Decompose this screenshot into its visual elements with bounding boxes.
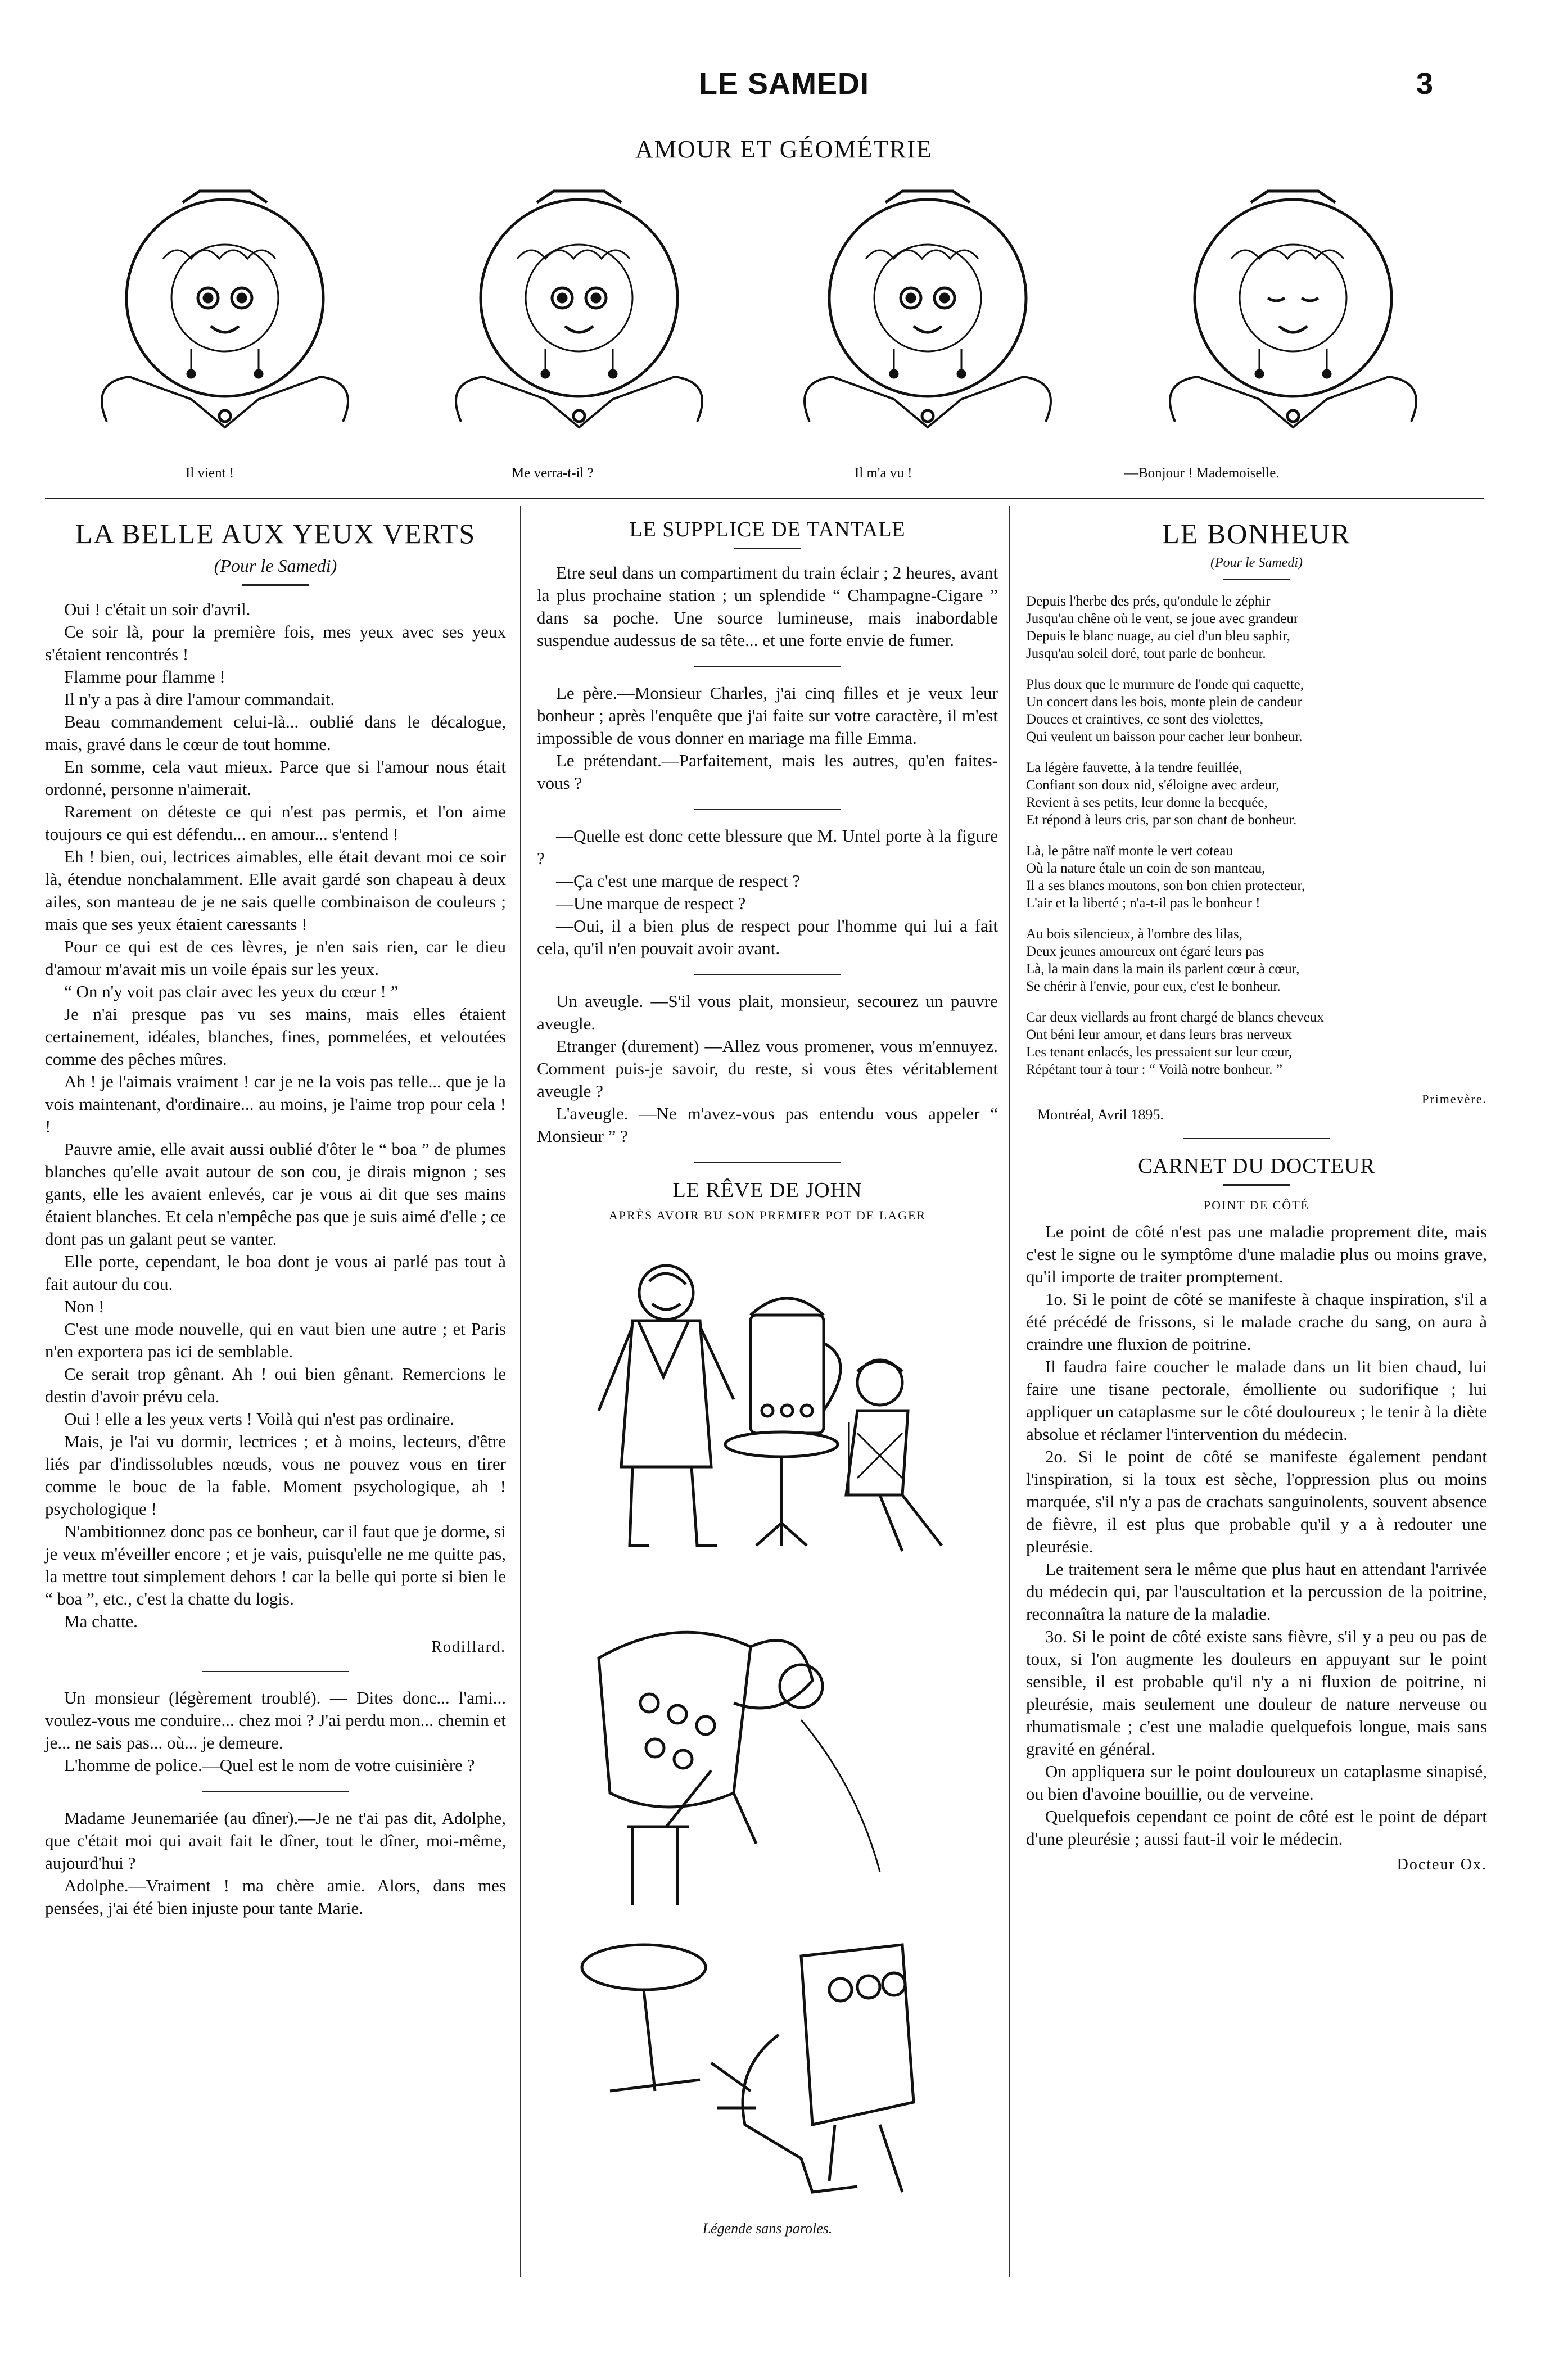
rule [694,809,841,810]
poem-line: Un concert dans les bois, monte plein de candeur [1026,694,1302,710]
paragraph: Rarement on déteste ce qui n'est pas permis, et l'on aime toujours ce qui est défendu... en amour... s'entend ! [45,802,506,844]
carnet-title: CARNET DU DOCTEUR [1138,1154,1375,1178]
column-separator-2 [1009,506,1010,2277]
joke-paragraph: Madame Jeunemariée (au dîner).—Je ne t'ai pas dit, Adolphe, que c'était moi qui avait fait le dîner, tout le dîner, moi-même, aujourd'hui ? [45,1808,506,1873]
comic-strip [84,180,1490,472]
poem-line: Douces et craintives, ce sont des violettes, [1026,712,1264,727]
tantale-paragraph: —Ça c'est une marque de respect ? [556,871,801,891]
comic-face-3 [805,191,1051,427]
poem-line: Là, la main dans la main ils parlent cœur à cœur, [1026,961,1300,977]
comic-face-4 [1170,191,1416,427]
john-caption: Légende sans paroles. [702,2220,833,2237]
paragraph: Pour ce qui est de ces lèvres, je n'en sais rien, car le dieu d'amour m'avait mis un voile épais sur les yeux. [45,937,506,979]
carnet-body [1026,1221,1487,1850]
tantale-paragraph: Le prétendant.—Parfaitement, mais les autres, qu'en faites-vous ? [537,751,998,793]
poem-line: Plus doux que le murmure de l'onde qui caquette, [1026,677,1304,692]
rule [694,1162,841,1163]
poem-line: Et répond à leurs cris, par son chant de bonheur. [1026,812,1297,828]
caption-2: Me verra-t-il ? [512,466,594,481]
paragraph: Il faudra faire coucher le malade dans un lit bien chaud, lui faire une tisane pectorale, émolliente ou sudorifique ; lui appliquer un cataplasme sur le côté douloureux ; le tenir à la diète absolue et réclamer l'intervention du médecin. [1026,1357,1487,1444]
column-1 [45,517,506,1919]
poem-line: Qui veulent un baisson pour cacher leur bonheur. [1026,729,1303,744]
poem-line: La légère fauvette, à la tendre feuillée, [1026,760,1242,775]
caption-4: —Bonjour ! Mademoiselle. [1124,466,1280,481]
rule [694,974,841,975]
john-subtitle: APRÈS AVOIR BU SON PREMIER POT DE LAGER [608,1208,927,1222]
belle-body [45,598,506,1633]
paragraph: Oui ! elle a les yeux verts ! Voilà qui n'est pas ordinaire. [64,1409,455,1429]
carnet-subtitle: POINT DE CÔTÉ [1203,1198,1310,1212]
tantale-paragraph: L'aveugle. —Ne m'avez-vous pas entendu vous appeler “ Monsieur ” ? [537,1104,998,1146]
poem-line: Là, le pâtre naïf monte le vert coteau [1026,843,1233,859]
paragraph: Eh ! bien, oui, lectrices aimables, elle était devant moi ce soir là, étendue nonchalamment. Elle avait gardé son chapeau à deux ailes, son manteau de je ne sais quelle combinaison de couleurs ; mais que ses yeux étaient caressants ! [45,847,506,934]
paragraph: Quelquefois cependant ce point de côté est le point de départ d'une pleurésie ; aussi faut-il voir le médecin. [1026,1806,1487,1849]
paragraph: Le traitement sera le même que plus haut en attendant l'arrivée du médecin qui, par l'auscultation et la percussion de la poitrine, reconnaîtra la nature de la maladie. [1026,1559,1487,1624]
poem-line: Où la nature étale un coin de son manteau, [1026,861,1266,876]
paragraph: Flamme pour flamme ! [64,667,225,686]
poem-line: Depuis le blanc nuage, au ciel d'un bleu saphir, [1026,629,1291,644]
paragraph: Oui ! c'était un soir d'avril. [64,599,251,619]
poem-stanza [1026,842,1487,912]
poem-line: Car deux viellards au front chargé de blancs cheveux [1026,1010,1324,1025]
poem-line: Les tenant enlacés, les pressaient sur leur cœur, [1026,1045,1293,1060]
comic-strip-title: AMOUR ET GÉOMÉTRIE [635,135,933,163]
poem-line: Confiant son doux nid, s'éloigne avec ardeur, [1026,778,1280,793]
paragraph: Ce soir là, pour la première fois, mes yeux avec ses yeux s'étaient rencontrés ! [45,622,506,664]
poem-line: Jusqu'au chêne où le vent, se joue avec grandeur [1026,611,1299,626]
poem-line: Se chérir à l'envie, pour eux, c'est le bonheur. [1026,979,1281,994]
tantale-paragraph: Etranger (durement) —Allez vous promener, vous m'ennuyez. Comment puis-je savoir, du reste, si vous êtes véritablement aveugle ? [537,1036,998,1101]
poem-stanza [1026,676,1487,746]
tantale-paragraph: —Oui, il a bien plus de respect pour l'homme qui lui a fait cela, qu'il n'en pouvait avoir avant. [537,916,998,958]
rule [202,1671,349,1672]
bonheur-poem [1026,593,1487,1078]
paragraph: Il n'y a pas à dire l'amour commandait. [64,689,335,709]
paragraph: N'ambitionnez donc pas ce bonheur, car il faut que je dorme, si je veux m'éveiller encore ; et je vais, puisqu'elle ne me quitte pas, la mettre tout simplement dehors ! car la belle qui porte si bien le “ boa ”, etc., c'est la chatte du logis. [45,1521,506,1609]
bonheur-place-date: Montréal, Avril 1895. [1037,1106,1164,1123]
rule [1223,1184,1290,1186]
paragraph: C'est une mode nouvelle, qui en vaut bien une autre ; et Paris n'en exportera pas ici de semblable. [45,1319,506,1361]
paragraph: 3o. Si le point de côté existe sans fièvre, s'il y a peu ou pas de toux, si l'on augmente les douleurs en appuyant sur le point sensible, il est probable qu'il n'y a ni fluxion de poitrine, ni pleurésie, mais seulement une douleur de nature nerveuse ou rhumatismale ; c'est une maladie quelquefois longue, mais sans gravité en général. [1026,1627,1487,1759]
comic-face-1 [102,191,348,427]
tantale-paragraph: Un aveugle. —S'il vous plait, monsieur, secourez un pauvre aveugle. [537,991,998,1033]
paragraph: Ce serait trop gênant. Ah ! oui bien gênant. Remercions le destin d'avoir prévu cela. [45,1364,506,1406]
poem-line: Deux jeunes amoureux ont égaré leurs pas [1026,944,1264,959]
tantale-paragraph: Le père.—Monsieur Charles, j'ai cinq filles et je veux leur bonheur ; après l'enquête que j'ai faite sur votre caractère, il m'est impossible de vous donner en mariage ma fille Emma. [537,683,998,748]
john-title: LE RÊVE DE JOHN [672,1178,862,1202]
caption-1: Il vient ! [186,466,234,481]
newspaper-title: LE SAMEDI [698,67,870,101]
comic-face-2 [456,191,702,427]
bonheur-subtitle: (Pour le Samedi) [1210,555,1303,570]
poem-line: Il a ses blancs moutons, son bon chien protecteur, [1026,878,1305,893]
poem-line: L'air et la liberté ; n'a-t-il pas le bonheur ! [1026,896,1260,911]
paragraph: Pauvre amie, elle avait aussi oublié d'ôter le “ boa ” de plumes blanches qu'elle avait autour de son cou, je dirais mignon ; ses gants, elle les avaient enlevés, car je vous ai dit que ses mains étaient blanches. Et cela n'empêche pas que je suis aimé d'elle ; ce dont pas un galant peut se vanter. [45,1139,506,1249]
tantale-title: LE SUPPLICE DE TANTALE [629,518,906,541]
tantale-paragraph: Etre seul dans un compartiment du train éclair ; 2 heures, avant la plus prochaine station ; un splendide “ Champagne-Cigare ” dans sa poche. Une source lumineuse, mais inabordable suspendue audessus de sa tête... et une forte envie de fumer. [537,563,998,650]
poem-line: Revient à ses petits, leur donne la becquée, [1026,795,1268,810]
paragraph: Je n'ai presque pas vu ses mains, mais elles étaient certainement, idéales, blanches, fines, pommelées, et veloutées comme des pêches mûres. [45,1004,506,1069]
paragraph: Non ! [64,1297,105,1316]
paragraph: “ On n'y voit pas clair avec les yeux du cœur ! ” [64,982,399,1001]
paragraph: Beau commandement celui-là... oublié dans le décalogue, mais, gravé dans le cœur de tout homme. [45,712,506,754]
bonheur-signature: Primevère. [1422,1092,1487,1106]
rule [694,666,841,667]
paragraph: 2o. Si le point de côté se manifeste également pendant l'inspiration, si la toux est sèche, l'oppression plus ou moins marquée, s'il n'y a pas de crachats sanguinolents, souvent absence de fièvre, il est plus que probable qu'il y a à redouter une pleurésie. [1026,1447,1487,1556]
column-separator-1 [520,506,521,2277]
joke-paragraph: Adolphe.—Vraiment ! ma chère amie. Alors, dans mes pensées, j'ai été bien injuste pour tante Marie. [45,1876,506,1918]
tantale-paragraph: —Quelle est donc cette blessure que M. Untel porte à la figure ? [537,826,998,868]
poem-line: Répétant tour à tour : “ Voilà notre bonheur. ” [1026,1062,1282,1077]
strip-rule [45,498,1484,499]
paragraph: En somme, cela vaut mieux. Parce que si l'amour nous était ordonné, personne n'aimerait. [45,757,506,799]
column-2 [537,517,998,2237]
poem-stanza [1026,925,1487,995]
john-illustration [565,1231,970,2215]
paragraph: Elle porte, cependant, le boa dont je vous ai parlé pas tout à fait autour du cou. [45,1252,506,1294]
bonheur-title: LE BONHEUR [1162,518,1351,549]
joke-paragraph: L'homme de police.—Quel est le nom de votre cuisinière ? [64,1755,475,1775]
paragraph: Ah ! je l'aimais vraiment ! car je ne la vois pas telle... que je la vois maintenant, d'ordinaire... au moins, je l'aime trop pour cela ! ! [45,1072,506,1136]
poem-line: Au bois silencieux, à l'ombre des lilas, [1026,927,1242,942]
tantale-paragraph: —Une marque de respect ? [556,893,746,913]
rule [242,584,309,586]
carnet-signature: Docteur Ox. [1397,1856,1487,1873]
rule [734,548,801,549]
rule [1223,579,1290,580]
column-3 [1026,517,1487,1874]
paragraph: On appliquera sur le point douloureux un cataplasme sinapisé, ou bien d'avoine bouillie, ou de verveine. [1026,1761,1487,1804]
rule [202,1791,349,1792]
belle-subtitle: (Pour le Samedi) [214,555,337,576]
belle-title: LA BELLE AUX YEUX VERTS [75,518,476,549]
rule [1183,1138,1330,1139]
poem-stanza [1026,759,1487,829]
poem-stanza [1026,593,1487,662]
page-number: 3 [1416,67,1433,101]
poem-line: Jusqu'au soleil doré, tout parle de bonheur. [1026,646,1266,661]
paragraph: Ma chatte. [64,1611,138,1631]
poem-stanza [1026,1009,1487,1078]
paragraph: Le point de côté n'est pas une maladie proprement dite, mais c'est le signe ou le symptôme d'une maladie plus ou moins grave, qu'il importe de traiter promptement. [1026,1222,1487,1286]
poem-line: Ont béni leur amour, et dans leurs bras nerveux [1026,1027,1293,1042]
paragraph: Mais, je l'ai vu dormir, lectrices ; et à moins, lecteurs, d'être liés par d'indissolubles nœuds, vous ne pouvez vous en tirer comme le bouc de la fable. Moment psychologique, ah ! psychologique ! [45,1431,506,1519]
caption-3: Il m'a vu ! [855,466,912,481]
paragraph: 1o. Si le point de côté se manifeste à chaque inspiration, s'il a été précédé de frissons, si le malade crache du sang, on aura à craindre une fluxion de poitrine. [1026,1289,1487,1354]
belle-signature: Rodillard. [431,1638,506,1656]
poem-line: Depuis l'herbe des prés, qu'ondule le zéphir [1026,594,1271,609]
joke-paragraph: Un monsieur (légèrement troublé). — Dites donc... l'ami... voulez-vous me conduire... chez moi ? J'ai perdu mon... chemin et je... ne sais pas... où... je demeure. [45,1688,506,1752]
